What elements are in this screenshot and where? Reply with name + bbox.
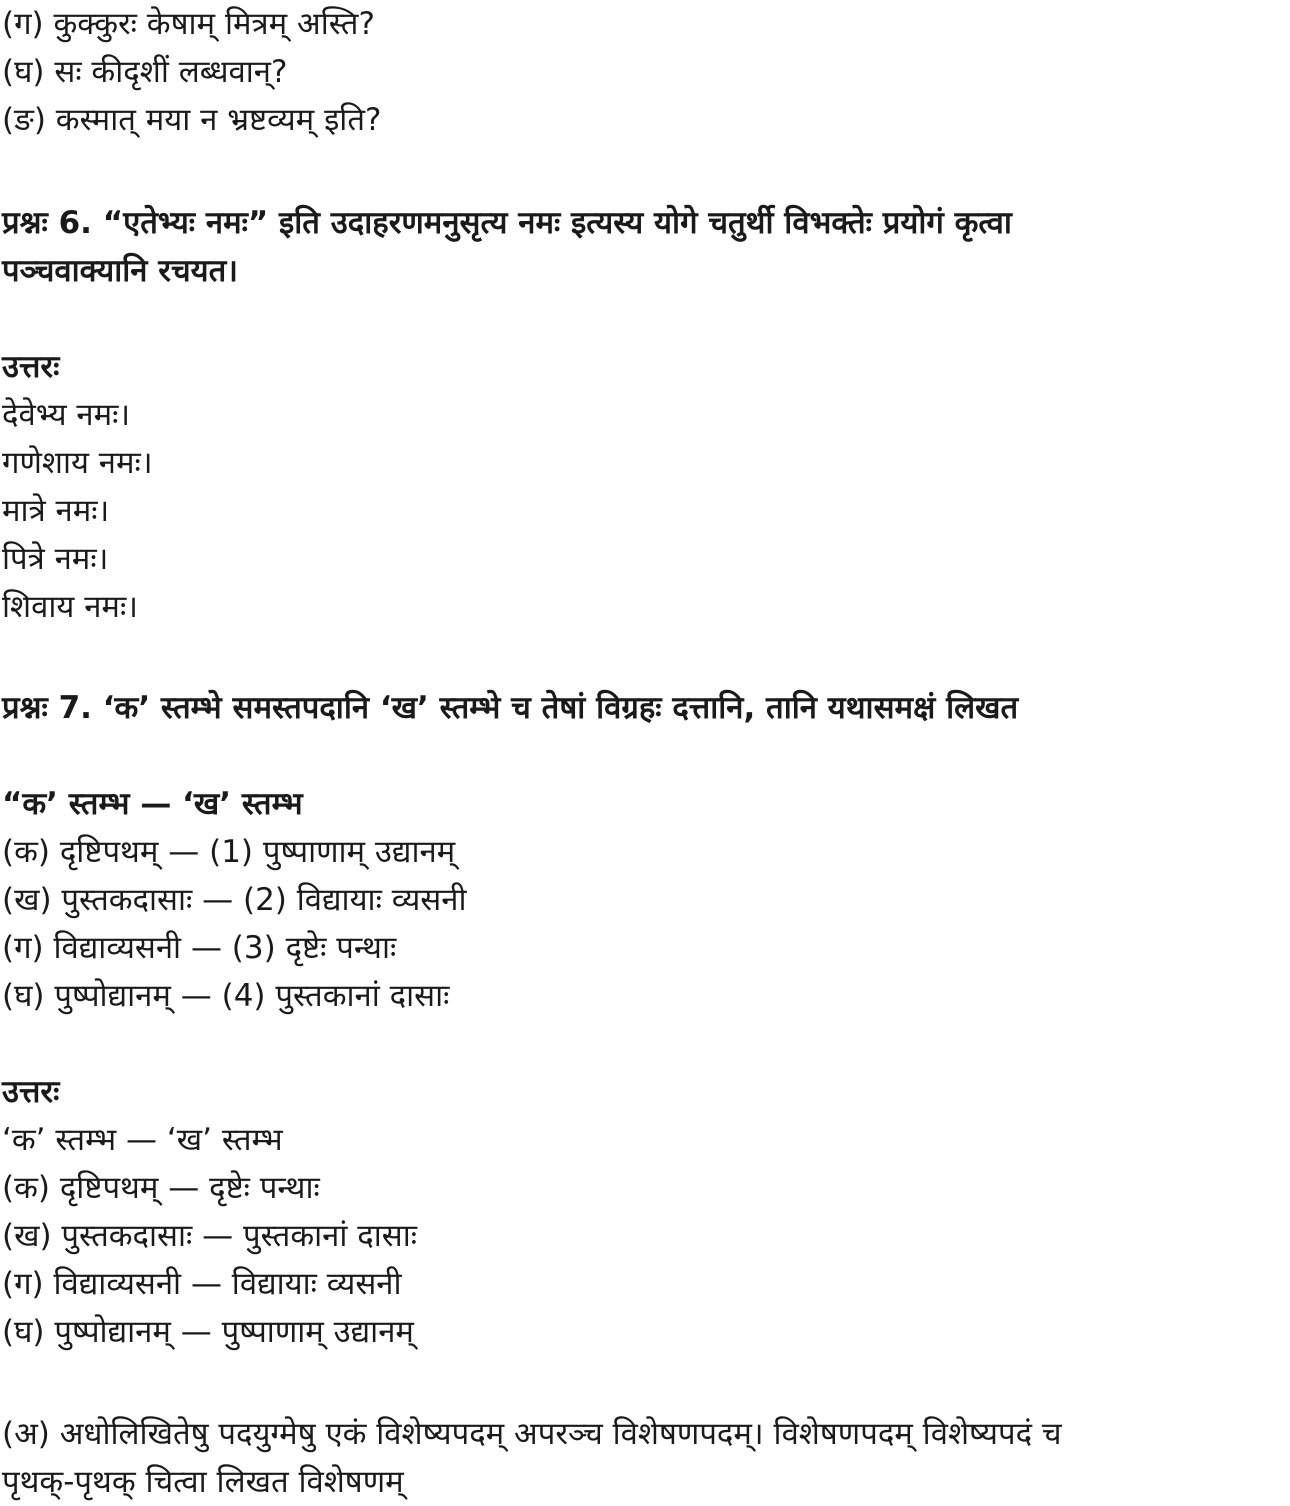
q7-answer-kha: (ख) पुस्तकदासाः — पुस्तकानां दासाः	[2, 1218, 417, 1254]
q7-row-kha: (ख) पुस्तकदासाः — (2) विद्यायाः व्यसनी	[2, 882, 467, 918]
q8-instruction-line2: पृथक्-पृथक् चित्वा लिखत विशेषणम्	[2, 1464, 404, 1500]
q7-row-gha: (घ) पुष्पोद्यानम् — (4) पुस्तकानां दासाः	[2, 978, 450, 1014]
q7-answer-gha: (घ) पुष्पोद्यानम् — पुष्पाणाम् उद्यानम्	[2, 1314, 414, 1350]
q6-title-line2: पञ्चवाक्यानि रचयत।	[2, 253, 239, 289]
q6-answer-5: शिवाय नमः।	[2, 589, 138, 625]
q7-answer-ga: (ग) विद्याव्यसनी — विद्यायाः व्यसनी	[2, 1266, 402, 1302]
q6-answer-1: देवेभ्य नमः।	[2, 397, 131, 433]
q7-answer-header: ‘क’ स्तम्भ — ‘ख’ स्तम्भ	[2, 1122, 283, 1158]
q6-answer-4: पित्रे नमः।	[2, 541, 109, 577]
q7-column-header: “क’ स्तम्भ — ‘ख’ स्तम्भ	[2, 786, 303, 822]
question-gh: (घ) सः कीदृशीं लब्धवान्?	[2, 54, 288, 90]
q7-title: प्रश्नः 7. ‘क’ स्तम्भे समस्तपदानि ‘ख’ स्तम्भे च तेषां विग्रहः दत्तानि, तानि यथासमक्षं लिखत	[2, 690, 1019, 726]
q7-row-ga: (ग) विद्याव्यसनी — (3) दृष्टेः पन्थाः	[2, 930, 397, 966]
q6-answer-3: मात्रे नमः।	[2, 493, 110, 529]
q7-row-ka: (क) दृष्टिपथम् — (1) पुष्पाणाम् उद्यानम्	[2, 834, 456, 870]
question-nga: (ङ) कस्मात् मया न भ्रष्टव्यम् इति?	[2, 102, 382, 138]
q6-answer-label: उत्तरः	[2, 349, 60, 385]
q7-answer-label: उत्तरः	[2, 1074, 60, 1110]
q6-title-line1: प्रश्नः 6. “एतेभ्यः नमः” इति उदाहरणमनुसृत्य नमः इत्यस्य योगे चतुर्थी विभक्तेः प्रयोगं कृत्वा	[2, 205, 1012, 241]
q6-answer-2: गणेशाय नमः।	[2, 445, 153, 481]
q8-instruction-line1: (अ) अधोलिखितेषु पदयुग्मेषु एकं विशेष्यपदम् अपरञ्च विशेषणपदम्। विशेषणपदम् विशेष्यपदं च	[2, 1416, 1062, 1452]
q7-answer-ka: (क) दृष्टिपथम् — दृष्टेः पन्थाः	[2, 1170, 320, 1206]
question-g: (ग) कुक्कुरः केषाम् मित्रम् अस्ति?	[2, 6, 375, 42]
